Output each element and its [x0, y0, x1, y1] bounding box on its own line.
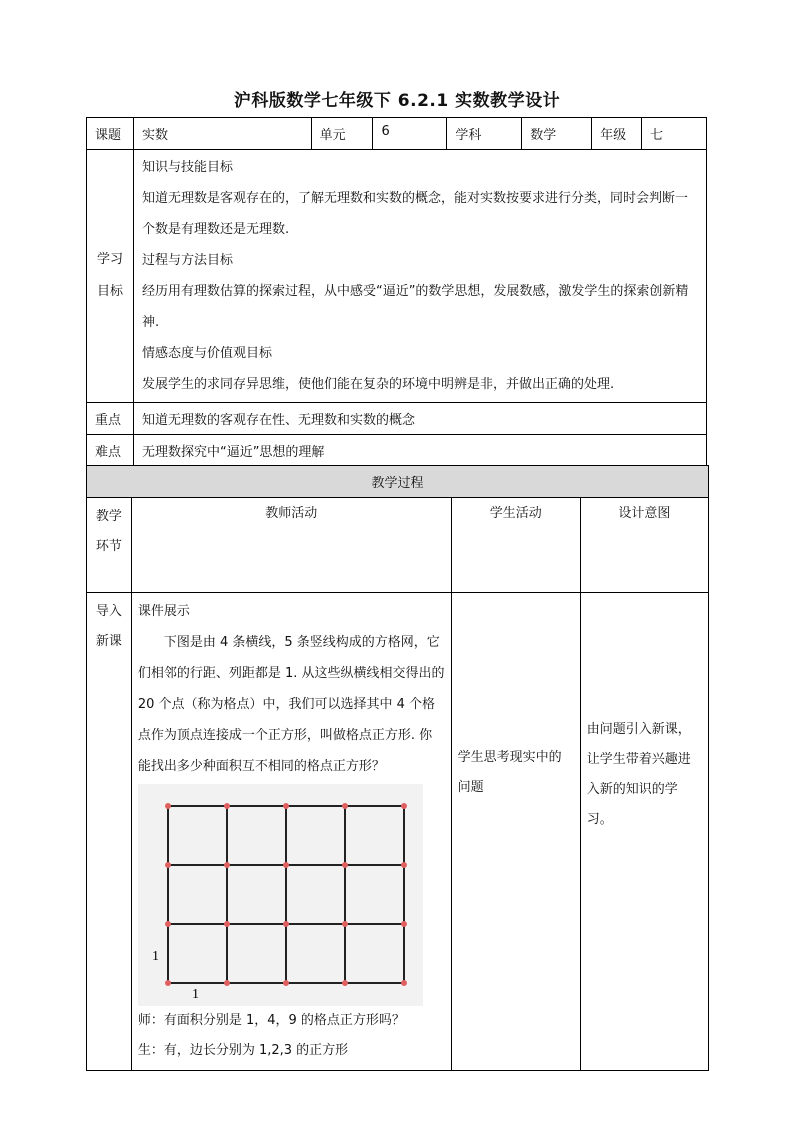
key-label: 重点: [87, 403, 134, 435]
grid-point: [224, 921, 230, 927]
grid-point: [224, 980, 230, 986]
grid-point: [401, 980, 407, 986]
grid-point: [165, 980, 171, 986]
col-student: 学生活动: [451, 498, 580, 593]
grid-figure: [138, 784, 423, 1006]
info-table: [86, 117, 707, 467]
grade-label: 年级: [592, 118, 642, 150]
key-row: [87, 403, 707, 435]
topic-label: 课题: [87, 118, 134, 150]
goal-text-knowledge: 知道无理数是客观存在的，了解无理数和实数的概念，能对实数按要求进行分类，同时会判断一个数是有理数还是无理数.: [141, 191, 688, 237]
subject-label: 学科: [447, 118, 522, 150]
process-header: 教学过程: [87, 466, 709, 498]
grid-point: [401, 803, 407, 809]
dialog-question: 师：有面积分别是 1，4，9 的格点正方形吗？: [137, 1013, 405, 1028]
unit-value: 6: [373, 118, 447, 150]
grid-point: [224, 803, 230, 809]
columns-row: [87, 498, 709, 593]
grid-point: [165, 862, 171, 868]
student-activity: 学生思考现实中的问题: [457, 750, 562, 795]
grid-point: [283, 803, 289, 809]
teacher-intro: 下图是由 4 条横线，5 条竖线构成的方格网，它们相邻的行距、列距都是 1. 从这些纵横线相交得出的 20 个点（称为格点）中，我们可以选择其中 4 个格点作为顶点连接成一个正方形，叫做格点正方形. 你能找出多少种面积互不相同的格点正方形？: [137, 635, 445, 774]
teacher-title: 课件展示: [137, 604, 190, 619]
grid-point: [283, 921, 289, 927]
grid-svg: [138, 784, 423, 1006]
intro-row: [87, 593, 709, 1071]
difficulty-text: 无理数探究中“逼近”思想的理解: [133, 435, 706, 467]
grid-point: [283, 862, 289, 868]
key-text: 知道无理数的客观存在性、无理数和实数的概念: [133, 403, 706, 435]
intent-cell: [580, 593, 708, 1071]
design-intent: 由问题引入新课，让学生带着兴趣进入新的知识的学习。: [586, 722, 691, 827]
student-cell: [451, 593, 580, 1071]
page-title: 沪科版数学七年级下 6.2.1 实数教学设计: [233, 91, 561, 111]
grid-point: [342, 803, 348, 809]
info-row: [87, 118, 707, 150]
difficulty-row: [87, 435, 707, 467]
goal-heading-attitude: 情感态度与价值观目标: [141, 346, 272, 361]
grid-point: [401, 862, 407, 868]
col-teacher: 教师活动: [131, 498, 451, 593]
teacher-cell: [131, 593, 451, 1071]
unit-label: 单元: [311, 118, 373, 150]
subject-value: 数学: [522, 118, 592, 150]
grid-point: [342, 980, 348, 986]
dialog-answer: 生：有，边长分别为 1,2,3 的正方形: [137, 1043, 349, 1058]
goal-text-process: 经历用有理数估算的探索过程，从中感受“逼近”的数学思想，发展数感，激发学生的探索创新精神.: [141, 284, 689, 330]
grid-point: [224, 862, 230, 868]
topic-value: 实数: [133, 118, 311, 150]
goals-label: 学习目标: [87, 150, 134, 403]
goals-row: [87, 150, 707, 403]
process-header-row: [87, 466, 709, 498]
process-table: [86, 465, 709, 1071]
goal-heading-process: 过程与方法目标: [141, 253, 233, 268]
col-stage: 教学环节: [87, 498, 132, 593]
difficulty-label: 难点: [87, 435, 134, 467]
grid-point: [401, 921, 407, 927]
goal-text-attitude: 发展学生的求同存异思维，使他们能在复杂的环境中明辨是非，并做出正确的处理.: [141, 377, 615, 392]
grid-point: [342, 921, 348, 927]
goal-heading-knowledge: 知识与技能目标: [141, 160, 233, 175]
grid-point: [342, 862, 348, 868]
grid-label-bottom: 1: [191, 987, 199, 1002]
grid-point: [165, 921, 171, 927]
stage-cell: 导入新课: [87, 593, 132, 1071]
col-intent: 设计意图: [580, 498, 708, 593]
goals-content: [133, 150, 706, 403]
grid-label-side: 1: [151, 949, 159, 964]
grade-value: 七: [642, 118, 707, 150]
grid-point: [283, 980, 289, 986]
grid-point: [165, 803, 171, 809]
